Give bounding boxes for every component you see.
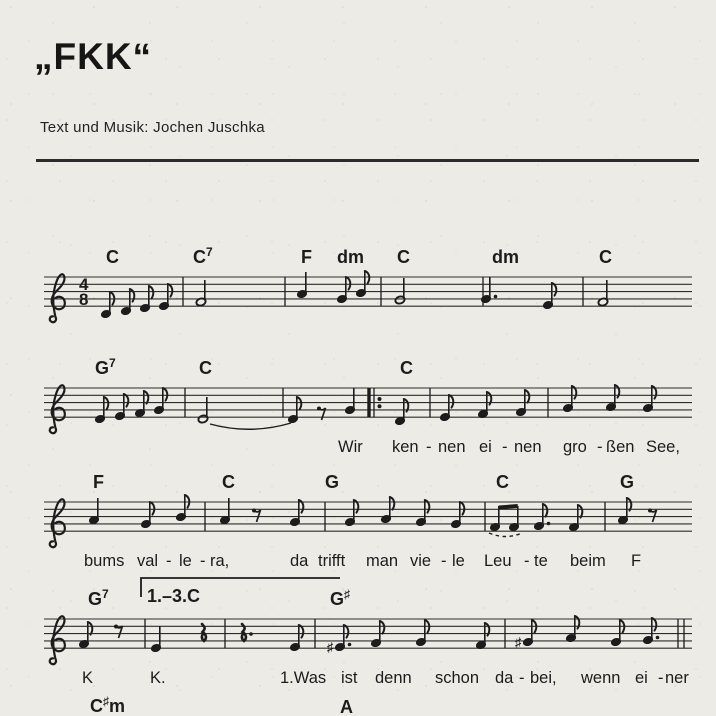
note-eb xyxy=(508,506,519,532)
beam xyxy=(499,506,518,508)
note-e xyxy=(475,623,489,650)
chord-label: dm xyxy=(337,247,364,267)
note-q xyxy=(296,272,307,299)
note-e xyxy=(562,386,576,413)
chord-label: C xyxy=(496,472,509,492)
lyric-syllable: ken xyxy=(392,438,419,456)
lyric-syllable: K. xyxy=(150,669,166,687)
treble-clef-icon xyxy=(50,385,65,433)
note-e-dotted xyxy=(327,625,351,655)
rest-stroke xyxy=(116,626,123,638)
note-e xyxy=(153,388,167,415)
lyric-syllable: te xyxy=(534,552,548,570)
lyric-syllable: - xyxy=(200,552,206,570)
lyric-syllable: - xyxy=(597,438,603,456)
eighth-rest-icon xyxy=(252,509,261,523)
rest-stroke xyxy=(254,510,261,522)
note-e xyxy=(515,390,529,417)
credit-line: Text und Musik: Jochen Juschka xyxy=(40,119,265,136)
lyric-syllable: da xyxy=(290,552,309,570)
lyric-syllable: - xyxy=(426,438,432,456)
note-e xyxy=(344,500,358,527)
lyric-syllable: denn xyxy=(375,669,412,687)
lyric-syllable: nen xyxy=(514,438,542,456)
lyric-syllable: ra, xyxy=(210,552,230,570)
lyric-syllable: - xyxy=(441,552,447,570)
lyric-syllable: wenn xyxy=(581,669,621,687)
note-e xyxy=(175,495,189,522)
lyric-syllable: - xyxy=(658,669,664,687)
lyric-syllable: - xyxy=(519,669,525,687)
chord-label: F xyxy=(93,472,104,492)
note-e xyxy=(605,385,619,412)
note-e xyxy=(120,289,134,316)
note-e xyxy=(450,502,464,529)
note-e xyxy=(100,292,114,319)
staff-system-2 xyxy=(44,356,692,456)
chord-label: C xyxy=(397,247,410,267)
lyric-syllable: da xyxy=(495,669,514,687)
lyric-syllable: ist xyxy=(341,669,358,687)
note-e xyxy=(370,621,384,648)
note-e xyxy=(642,386,656,413)
chord-label: A xyxy=(340,697,353,716)
note-e xyxy=(477,392,491,419)
rest-stroke xyxy=(202,624,206,641)
note-e xyxy=(380,497,394,524)
lyric-syllable: F xyxy=(631,552,642,570)
page-title: „FKK“ xyxy=(34,36,153,77)
lyric-syllable: ner xyxy=(665,669,689,687)
note-e xyxy=(515,620,536,650)
lyric-syllable: man xyxy=(366,552,399,570)
staff-system-1 xyxy=(44,245,692,322)
treble-clef-icon xyxy=(50,499,65,547)
note-e xyxy=(140,502,154,529)
note-e xyxy=(336,277,350,304)
lyric-syllable: ei xyxy=(479,438,492,456)
chord-label: G♯ xyxy=(330,587,351,609)
augmentation-dot xyxy=(656,636,660,640)
augmentation-dot xyxy=(348,643,352,647)
eighth-rest-icon xyxy=(648,509,657,523)
chord-label: $G^7$ xyxy=(88,587,109,609)
staff-system-4 xyxy=(44,578,692,687)
treble-clef-icon xyxy=(50,274,65,322)
lyric-syllable: ei xyxy=(635,669,648,687)
slur-dashed xyxy=(489,533,522,537)
chord-label: G xyxy=(620,472,635,492)
note-e xyxy=(415,500,429,527)
sharp-icon: ♯ xyxy=(515,634,522,650)
tie xyxy=(210,423,291,429)
chord-label: dm xyxy=(492,247,519,267)
lyric-syllable: bums xyxy=(84,552,125,570)
time-signature-numerator: 4 xyxy=(79,275,89,294)
volta-label: 1.–3.C xyxy=(147,586,201,606)
lyric-syllable: vie xyxy=(410,552,432,570)
chord-label: C xyxy=(222,472,235,492)
rest-stroke xyxy=(242,624,246,641)
lyric-syllable: bei, xyxy=(530,669,557,687)
lyric-syllable: beim xyxy=(570,552,606,570)
chord-label: C xyxy=(199,358,212,378)
rest-stroke xyxy=(319,408,326,420)
lyric-syllable: val xyxy=(137,552,159,570)
rest-stroke xyxy=(650,510,657,522)
lyric-syllable: 1.Was xyxy=(280,669,327,687)
lyric-syllable: Wir xyxy=(338,438,363,456)
lyric-syllable: Leu xyxy=(484,552,512,570)
lyric-syllable: le xyxy=(452,552,465,570)
bottom-chord-row xyxy=(90,694,353,716)
chord-label: C xyxy=(599,247,612,267)
augmentation-dot xyxy=(547,522,551,526)
time-signature-denominator: 8 xyxy=(79,290,89,309)
note-e xyxy=(565,616,579,643)
note-q xyxy=(150,626,161,653)
augmentation-dot xyxy=(249,632,253,636)
lyric-syllable: ßen xyxy=(606,438,635,456)
lyric-syllable: - xyxy=(502,438,508,456)
note-e-dotted xyxy=(533,504,550,531)
lyric-syllable: nen xyxy=(438,438,466,456)
note-e xyxy=(289,500,303,527)
note-eb xyxy=(489,506,500,532)
sharp-icon: ♯ xyxy=(327,639,334,655)
chord-label: F xyxy=(301,247,312,267)
lyric-syllable: See, xyxy=(646,438,680,456)
lyric-syllable: - xyxy=(524,552,530,570)
staff-system-3 xyxy=(44,472,692,570)
chord-label: C xyxy=(400,358,413,378)
chord-label: C♯m xyxy=(90,694,126,716)
augmentation-dot xyxy=(494,295,498,299)
lyric-syllable: le xyxy=(179,552,192,570)
chord-label: $C^7$ xyxy=(193,245,213,267)
eighth-rest-icon xyxy=(317,407,326,421)
chord-label: C xyxy=(106,247,119,267)
chord-label: G xyxy=(325,472,340,492)
lyric-syllable: gro xyxy=(563,438,587,456)
chord-label: $G^7$ xyxy=(95,356,116,378)
lyric-syllable: schon xyxy=(435,669,480,687)
note-q xyxy=(344,388,355,415)
treble-clef-icon xyxy=(50,616,65,664)
lyric-syllable: trifft xyxy=(318,552,346,570)
lyric-syllable: K xyxy=(82,669,94,687)
lyric-syllable: - xyxy=(166,552,172,570)
quarter-rest-icon xyxy=(202,624,206,641)
